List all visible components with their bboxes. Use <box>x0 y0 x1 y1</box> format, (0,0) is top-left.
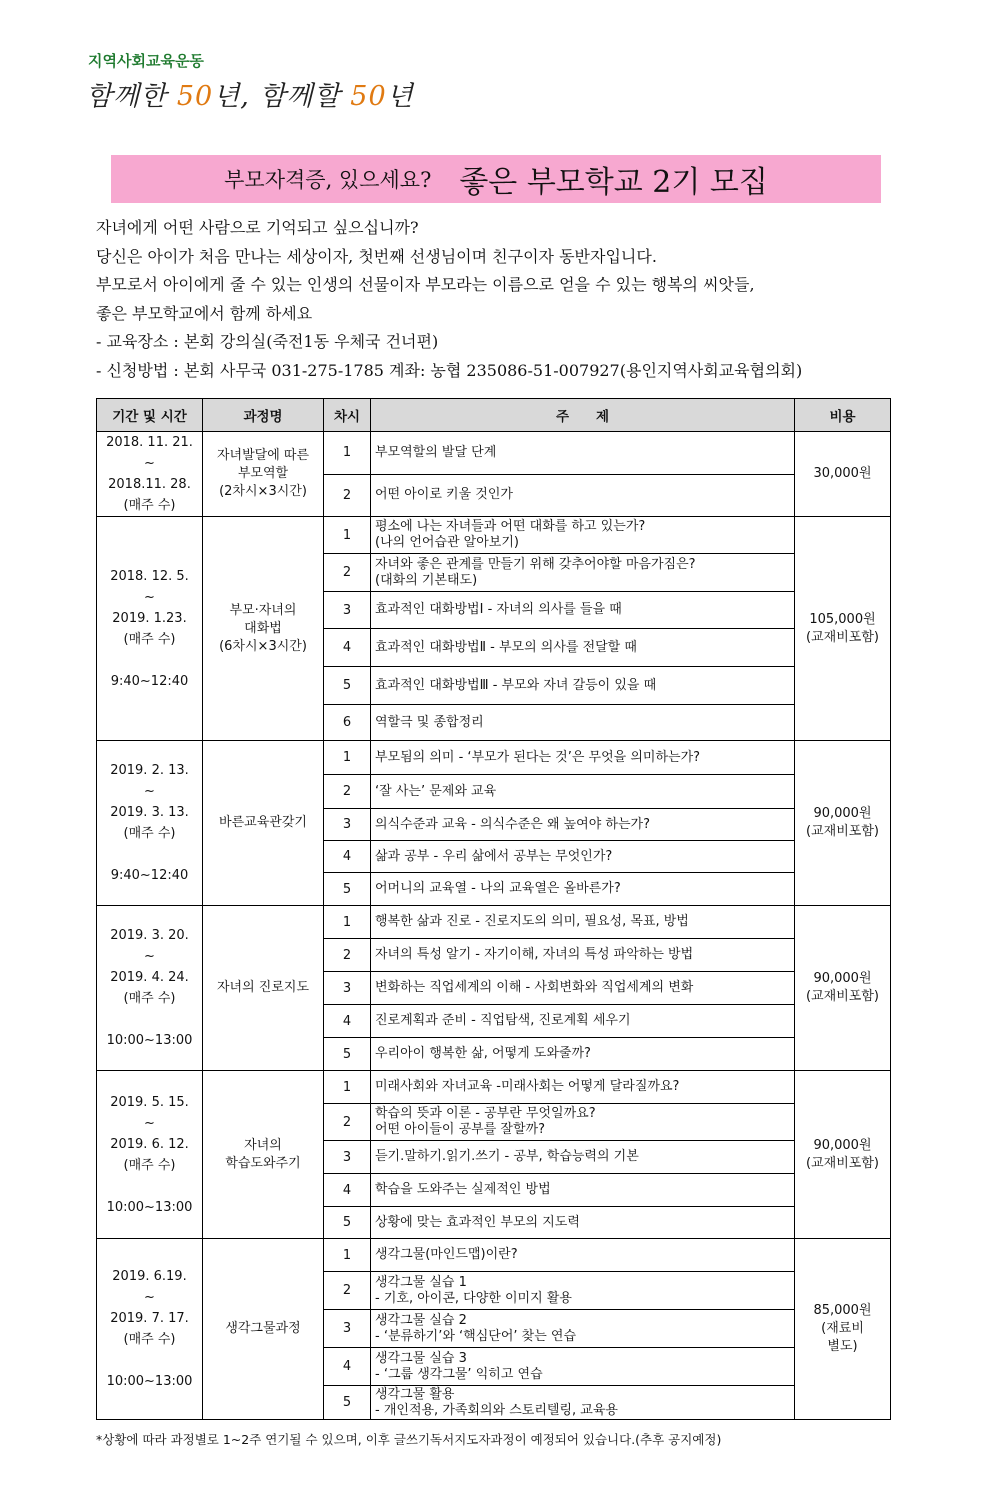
course-cell: 생각그물과정 <box>203 1239 324 1420</box>
session-number-cell: 4 <box>324 629 371 667</box>
slogan-part: 함께한 <box>86 81 177 112</box>
topic-cell: 역할극 및 종합정리 <box>371 705 795 741</box>
course-cell: 부모·자녀의 대화법 (6차시×3시간) <box>203 517 324 741</box>
table-row <box>97 1239 891 1272</box>
topic-cell: 우리아이 행복한 삶, 어떻게 도와줄까? <box>371 1038 795 1071</box>
session-number-cell: 5 <box>324 873 371 906</box>
slogan-number: 50 <box>176 81 214 112</box>
session-number-cell: 3 <box>324 809 371 841</box>
topic-cell: 진로계획과 준비 - 직업탐색, 진로계획 세우기 <box>371 1005 795 1038</box>
intro-line: 부모로서 아이에게 줄 수 있는 인생의 선물이자 부모라는 이름으로 얻을 수 있는 행복의 씨앗들, <box>96 275 755 294</box>
topic-cell: 어머니의 교육열 - 나의 교육열은 올바른가? <box>371 873 795 906</box>
slogan-part: 년 <box>386 81 414 112</box>
title-banner <box>111 155 881 203</box>
session-number-cell: 1 <box>324 741 371 775</box>
session-number-cell: 5 <box>324 1038 371 1071</box>
table-row <box>97 906 891 939</box>
period-cell: 2019. 6.19. ~ 2019. 7. 17. (매주 수) 10:00~13:00 <box>97 1239 203 1420</box>
session-number-cell: 4 <box>324 1005 371 1038</box>
session-number-cell: 4 <box>324 841 371 873</box>
session-number-cell: 5 <box>324 667 371 705</box>
topic-cell: 듣기.말하기.읽기.쓰기 - 공부, 학습능력의 기본 <box>371 1141 795 1174</box>
topic-cell: 삶과 공부 - 우리 삶에서 공부는 무엇인가? <box>371 841 795 873</box>
cost-cell: 30,000원 <box>795 432 891 517</box>
column-header: 과정명 <box>203 399 324 432</box>
schedule-table <box>96 398 891 1420</box>
session-number-cell: 2 <box>324 554 371 592</box>
education-place: - 교육장소 : 본회 강의실(죽전1동 우체국 건너편) <box>96 332 439 351</box>
topic-cell: 생각그물 실습 1 - 기호, 아이콘, 다양한 이미지 활용 <box>371 1272 795 1310</box>
session-number-cell: 2 <box>324 939 371 972</box>
period-cell: 2019. 5. 15. ~ 2019. 6. 12. (매주 수) 10:00~13:00 <box>97 1071 203 1239</box>
intro-line: 좋은 부모학교에서 함께 하세요 <box>96 303 313 323</box>
period-cell: 2019. 3. 20. ~ 2019. 4. 24. (매주 수) 10:00~13:00 <box>97 906 203 1071</box>
topic-cell: 학습을 도와주는 실제적인 방법 <box>371 1174 795 1207</box>
topic-cell: 의식수준과 교육 - 의식수준은 왜 높여야 하는가? <box>371 809 795 841</box>
intro-line: 자녀에게 어떤 사람으로 기억되고 싶으십니까? <box>96 218 419 237</box>
column-header: 비용 <box>795 399 891 432</box>
topic-cell: 생각그물(마인드맵)이란? <box>371 1239 795 1272</box>
session-number-cell: 1 <box>324 432 371 475</box>
cost-cell: 85,000원 (재료비 별도) <box>795 1239 891 1420</box>
banner-question: 부모자격증, 있으세요? <box>224 168 432 192</box>
application-method: - 신청방법 : 본회 사무국 031-275-1785 계좌: 농협 235086-51-007927(용인지역사회교육협의회) <box>96 360 803 380</box>
topic-cell: 부모역할의 발달 단계 <box>371 432 795 475</box>
topic-cell: 행복한 삶과 진로 - 진로지도의 의미, 필요성, 목표, 방법 <box>371 906 795 939</box>
topic-cell: ‘잘 사는’ 문제와 교육 <box>371 775 795 809</box>
topic-cell: 생각그물 실습 3 - ‘그룹 생각그물’ 익히고 연습 <box>371 1348 795 1386</box>
session-number-cell: 4 <box>324 1174 371 1207</box>
table-row <box>97 741 891 775</box>
session-number-cell: 5 <box>324 1207 371 1239</box>
course-cell: 바른교육관갖기 <box>203 741 324 906</box>
topic-cell: 자녀의 특성 알기 - 자기이해, 자녀의 특성 파악하는 방법 <box>371 939 795 972</box>
topic-cell: 어떤 아이로 키울 것인가 <box>371 474 795 517</box>
column-header: 차시 <box>324 399 371 432</box>
session-number-cell: 2 <box>324 775 371 809</box>
session-number-cell: 5 <box>324 1386 371 1420</box>
organization-name: 지역사회교육운동 <box>88 52 204 70</box>
cost-cell: 90,000원 (교재비포함) <box>795 741 891 906</box>
period-cell: 2018. 12. 5. ~ 2019. 1.23. (매주 수) 9:40~12:40 <box>97 517 203 741</box>
cost-cell: 105,000원 (교재비포함) <box>795 517 891 741</box>
session-number-cell: 1 <box>324 906 371 939</box>
topic-cell: 효과적인 대화방법Ⅲ - 부모와 자녀 갈등이 있을 때 <box>371 667 795 705</box>
topic-cell: 미래사회와 자녀교육 -미래사회는 어떻게 달라질까요? <box>371 1071 795 1104</box>
table-header-row <box>97 399 891 432</box>
session-number-cell: 2 <box>324 1272 371 1310</box>
column-header: 기간 및 시간 <box>97 399 203 432</box>
table-row <box>97 1071 891 1104</box>
session-number-cell: 4 <box>324 1348 371 1386</box>
session-number-cell: 6 <box>324 705 371 741</box>
period-cell: 2018. 11. 21. ~ 2018.11. 28. (매주 수) <box>97 432 203 517</box>
slogan <box>86 74 414 113</box>
topic-cell: 생각그물 활용 - 개인적용, 가족회의와 스토리텔링, 교육용 <box>371 1386 795 1420</box>
session-number-cell: 1 <box>324 1239 371 1272</box>
session-number-cell: 3 <box>324 1310 371 1348</box>
topic-cell: 변화하는 직업세계의 이해 - 사회변화와 직업세계의 변화 <box>371 972 795 1005</box>
intro-text <box>96 214 896 385</box>
column-header: 주 제 <box>371 399 795 432</box>
banner-title: 좋은 부모학교 2기 모집 <box>459 165 768 200</box>
topic-cell: 자녀와 좋은 관계를 만들기 위해 갖추어야할 마음가짐은? (대화의 기본태도) <box>371 554 795 592</box>
intro-line: 당신은 아이가 처음 만나는 세상이자, 첫번째 선생님이며 친구이자 동반자입니다. <box>96 246 657 266</box>
session-number-cell: 2 <box>324 474 371 517</box>
table-row <box>97 517 891 554</box>
topic-cell: 상황에 맞는 효과적인 부모의 지도력 <box>371 1207 795 1239</box>
table-body <box>97 432 891 1420</box>
footnote: *상황에 따라 과정별로 1~2주 연기될 수 있으며, 이후 글쓰기독서지도자과정이 예정되어 있습니다.(추후 공지예정) <box>96 1432 722 1447</box>
topic-cell: 효과적인 대화방법Ⅰ - 자녀의 의사를 들을 때 <box>371 592 795 629</box>
topic-cell: 학습의 뜻과 이론 - 공부란 무엇일까요? 어떤 아이들이 공부를 잘할까? <box>371 1104 795 1141</box>
topic-cell: 평소에 나는 자녀들과 어떤 대화를 하고 있는가? (나의 언어습관 알아보기) <box>371 517 795 554</box>
slogan-number: 50 <box>350 81 387 112</box>
session-number-cell: 2 <box>324 1104 371 1141</box>
course-cell: 자녀의 학습도와주기 <box>203 1071 324 1239</box>
cost-cell: 90,000원 (교재비포함) <box>795 1071 891 1239</box>
session-number-cell: 1 <box>324 517 371 554</box>
session-number-cell: 3 <box>324 1141 371 1174</box>
session-number-cell: 1 <box>324 1071 371 1104</box>
topic-cell: 생각그물 실습 2 - ‘분류하기’와 ‘핵심단어’ 찾는 연습 <box>371 1310 795 1348</box>
topic-cell: 효과적인 대화방법Ⅱ - 부모의 의사를 전달할 때 <box>371 629 795 667</box>
cost-cell: 90,000원 (교재비포함) <box>795 906 891 1071</box>
session-number-cell: 3 <box>324 592 371 629</box>
course-cell: 자녀의 진로지도 <box>203 906 324 1071</box>
session-number-cell: 3 <box>324 972 371 1005</box>
table-row <box>97 432 891 475</box>
slogan-part: 년, 함께할 <box>213 81 351 112</box>
topic-cell: 부모됨의 의미 - ‘부모가 된다는 것’은 무엇을 의미하는가? <box>371 741 795 775</box>
period-cell: 2019. 2. 13. ~ 2019. 3. 13. (매주 수) 9:40~12:40 <box>97 741 203 906</box>
course-cell: 자녀발달에 따른 부모역할 (2차시×3시간) <box>203 432 324 517</box>
